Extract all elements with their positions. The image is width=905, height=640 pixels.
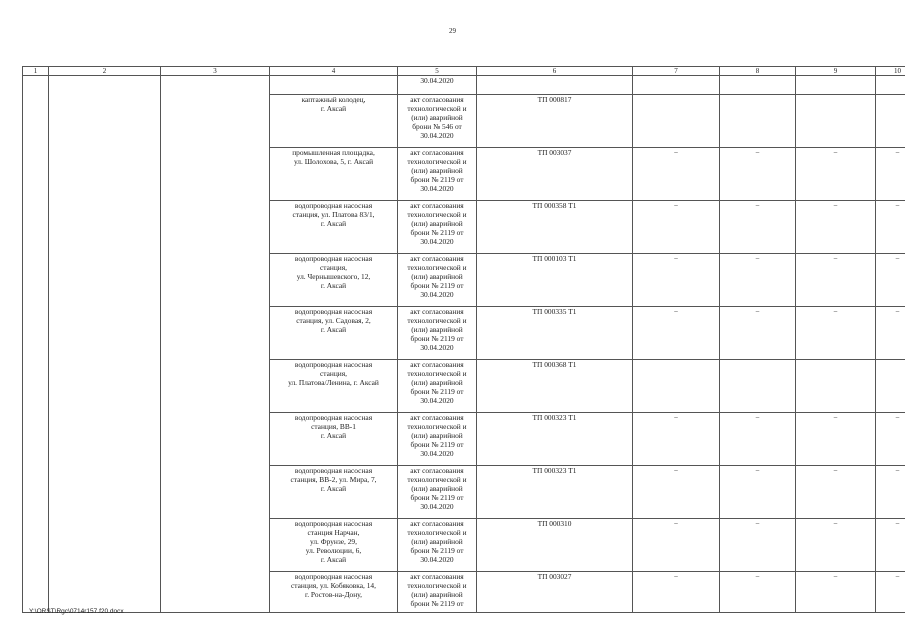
col7-cell: – — [633, 466, 720, 519]
col9-cell: – — [796, 201, 876, 254]
col9-cell: – — [796, 148, 876, 201]
object-cell: водопроводная насосная станция, ул. Садовая, 2, г. Аксай — [270, 307, 398, 360]
col-number-3: 3 — [161, 67, 270, 76]
col7-cell — [633, 95, 720, 148]
col10-cell: – — [876, 307, 905, 360]
document-table — [22, 66, 905, 613]
cont-cell-9 — [796, 76, 876, 95]
merged-cell-col1 — [23, 76, 49, 613]
column-number-row — [23, 67, 905, 76]
object-cell: водопроводная насосная станция, ул. Чернышевского, 12, г. Аксай — [270, 254, 398, 307]
col7-cell: – — [633, 519, 720, 572]
tp-cell: ТП 000358 Т1 — [477, 201, 633, 254]
tp-cell: ТП 000335 Т1 — [477, 307, 633, 360]
cont-cell-act: 30.04.2020 — [398, 76, 477, 95]
col7-cell: – — [633, 254, 720, 307]
col10-cell: – — [876, 466, 905, 519]
col-number-5: 5 — [398, 67, 477, 76]
col9-cell: – — [796, 254, 876, 307]
col8-cell: – — [720, 307, 796, 360]
object-cell: водопроводная насосная станция, ул. Кобяковка, 14, г. Ростов-на-Дону, — [270, 572, 398, 613]
col8-cell: – — [720, 148, 796, 201]
col10-cell: – — [876, 254, 905, 307]
col10-cell: – — [876, 413, 905, 466]
col-number-10: 10 — [876, 67, 905, 76]
act-cell: акт согласования технологической и (или) аварийной брони № 2119 от — [398, 572, 477, 613]
object-cell: каптажный колодец, г. Аксай — [270, 95, 398, 148]
col8-cell: – — [720, 201, 796, 254]
col9-cell — [796, 360, 876, 413]
col9-cell: – — [796, 466, 876, 519]
tp-cell: ТП 000323 Т1 — [477, 466, 633, 519]
col8-cell — [720, 95, 796, 148]
col10-cell — [876, 360, 905, 413]
col8-cell: – — [720, 254, 796, 307]
col10-cell — [876, 95, 905, 148]
cont-cell-10 — [876, 76, 905, 95]
tp-cell: ТП 003027 — [477, 572, 633, 613]
tp-cell: ТП 000368 Т1 — [477, 360, 633, 413]
tp-cell: ТП 003037 — [477, 148, 633, 201]
col8-cell — [720, 360, 796, 413]
col-number-8: 8 — [720, 67, 796, 76]
tp-cell: ТП 000103 Т1 — [477, 254, 633, 307]
page-number: 29 — [449, 27, 456, 35]
col-number-7: 7 — [633, 67, 720, 76]
col9-cell: – — [796, 519, 876, 572]
col10-cell: – — [876, 519, 905, 572]
object-cell: водопроводная насосная станция, ВВ-1 г. Аксай — [270, 413, 398, 466]
merged-cell-col3 — [161, 76, 270, 613]
col10-cell: – — [876, 148, 905, 201]
tp-cell: ТП 000817 — [477, 95, 633, 148]
continued-row — [23, 76, 905, 95]
col10-cell: – — [876, 572, 905, 613]
act-cell: акт согласования технологической и (или) аварийной брони № 2119 от 30.04.2020 — [398, 413, 477, 466]
object-cell: водопроводная насосная станция Нарчан, ул. Фрунзе, 29, ул. Революции, 6, г. Аксай — [270, 519, 398, 572]
act-cell: акт согласования технологической и (или) аварийной брони № 2119 от 30.04.2020 — [398, 307, 477, 360]
col9-cell — [796, 95, 876, 148]
col10-cell: – — [876, 201, 905, 254]
col-number-2: 2 — [49, 67, 161, 76]
col-number-4: 4 — [270, 67, 398, 76]
col9-cell: – — [796, 413, 876, 466]
col7-cell: – — [633, 572, 720, 613]
object-cell: промышленная площадка, ул. Шолохова, 5, г. Аксай — [270, 148, 398, 201]
act-cell: акт согласования технологической и (или) аварийной брони № 546 от 30.04.2020 — [398, 95, 477, 148]
col7-cell — [633, 360, 720, 413]
col7-cell: – — [633, 148, 720, 201]
cont-cell-object — [270, 76, 398, 95]
col-number-6: 6 — [477, 67, 633, 76]
act-cell: акт согласования технологической и (или) аварийной брони № 2119 от 30.04.2020 — [398, 466, 477, 519]
col8-cell: – — [720, 466, 796, 519]
col7-cell: – — [633, 201, 720, 254]
act-cell: акт согласования технологической и (или) аварийной брони № 2119 от 30.04.2020 — [398, 254, 477, 307]
col-number-1: 1 — [23, 67, 49, 76]
col9-cell: – — [796, 307, 876, 360]
cont-cell-tp — [477, 76, 633, 95]
cont-cell-7 — [633, 76, 720, 95]
act-cell: акт согласования технологической и (или) аварийной брони № 2119 от 30.04.2020 — [398, 519, 477, 572]
file-path-footer: Y:\ORST\Rgc\0714r157.f20.docx — [29, 608, 124, 615]
col9-cell: – — [796, 572, 876, 613]
col-number-9: 9 — [796, 67, 876, 76]
cont-cell-8 — [720, 76, 796, 95]
merged-cell-col2 — [49, 76, 161, 613]
col7-cell: – — [633, 307, 720, 360]
act-cell: акт согласования технологической и (или) аварийной брони № 2119 от 30.04.2020 — [398, 201, 477, 254]
col8-cell: – — [720, 519, 796, 572]
col8-cell: – — [720, 413, 796, 466]
col7-cell: – — [633, 413, 720, 466]
object-cell: водопроводная насосная станция, ул. Платова/Ленина, г. Аксай — [270, 360, 398, 413]
col8-cell: – — [720, 572, 796, 613]
object-cell: водопроводная насосная станция, ул. Платова 83/1, г. Аксай — [270, 201, 398, 254]
act-cell: акт согласования технологической и (или) аварийной брони № 2119 от 30.04.2020 — [398, 360, 477, 413]
object-cell: водопроводная насосная станция, ВВ-2, ул. Мира, 7, г. Аксай — [270, 466, 398, 519]
tp-cell: ТП 000323 Т1 — [477, 413, 633, 466]
act-cell: акт согласования технологической и (или) аварийной брони № 2119 от 30.04.2020 — [398, 148, 477, 201]
tp-cell: ТП 000310 — [477, 519, 633, 572]
